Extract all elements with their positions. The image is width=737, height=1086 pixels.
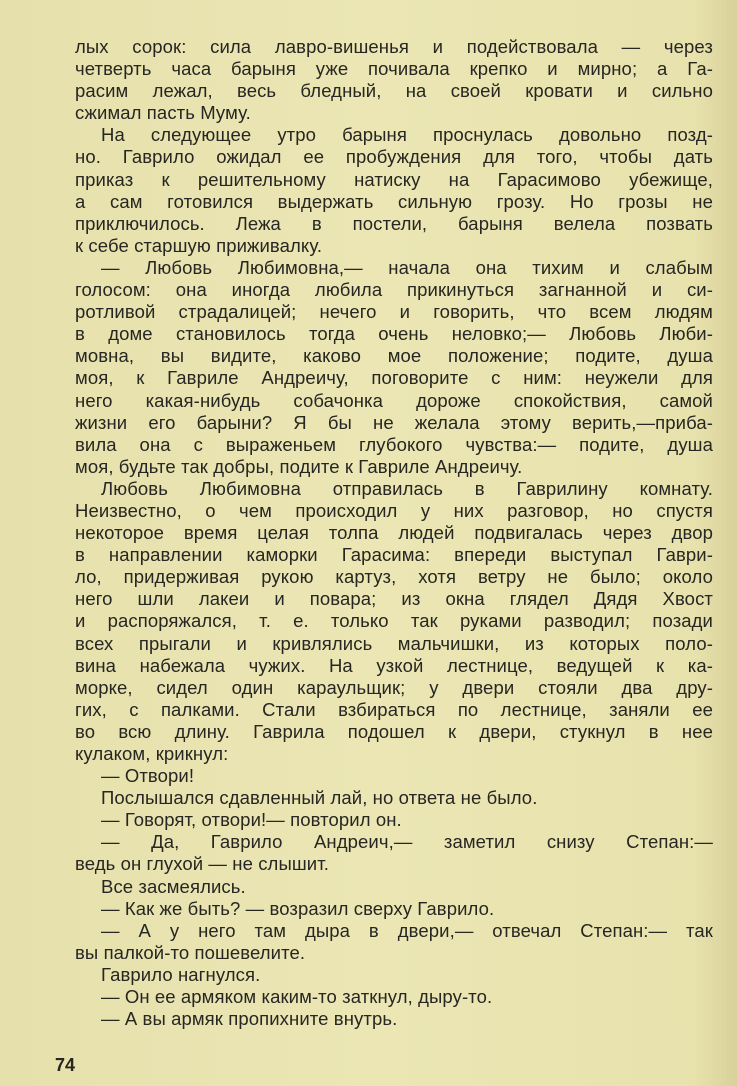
- text-line: к себе старшую приживалку.: [75, 234, 323, 256]
- text-line: во всю длину. Гаврила подошел к двери, стукнул в нее: [75, 720, 713, 742]
- text-line: четверть часа барыня уже почивала крепко и мирно; а Га-: [75, 58, 713, 80]
- text-line: морке, сидел один караульщик; у двери стояли два дру-: [75, 676, 713, 698]
- text-line: сжимал пасть Муму.: [75, 102, 251, 124]
- text-line: всех прыгали и кривлялись мальчишки, из которых поло-: [75, 632, 713, 654]
- text-line: — Да, Гаврило Андреич,— заметил снизу Степан:—: [101, 831, 713, 853]
- text-line: приключилось. Лежа в постели, барыня велела позвать: [75, 212, 713, 234]
- text-line: Любовь Любимовна отправилась в Гаврилину комнату.: [101, 477, 713, 499]
- text-line: Послышался сдавленный лай, но ответа не было.: [101, 787, 538, 809]
- text-line: — Как же быть? — возразил сверху Гаврило.: [101, 897, 495, 919]
- text-line: приказ к решительному натиску на Гарасимово убежище,: [75, 168, 713, 190]
- text-line: кулаком, крикнул:: [75, 743, 229, 764]
- text-line: ротливой страдалицей; нечего и говорить, что всем людям: [75, 301, 713, 323]
- text-line: Гаврило нагнулся.: [101, 963, 261, 985]
- text-line: мовна, вы видите, каково мое положение; подите, душа: [75, 345, 713, 367]
- text-line: вила она с выраженьем глубокого чувства:— подите, душа: [75, 433, 713, 455]
- text-line: в направлении каморки Гарасима: впереди выступал Гаври-: [75, 544, 713, 566]
- text-line: — Он ее армяком каким-то заткнул, дыру-то.: [101, 986, 493, 1008]
- text-line: него шли лакеи и повара; из окна глядел Дядя Хвост: [75, 588, 713, 610]
- text-line: гих, с палками. Стали взбираться по лестнице, заняли ее: [75, 698, 713, 720]
- text-line: На следующее утро барыня проснулась довольно позд-: [101, 124, 713, 146]
- text-line: ведь он глухой — не слышит.: [75, 853, 329, 875]
- text-line: — Любовь Любимовна,— начала она тихим и слабым: [101, 256, 713, 278]
- text-line: вина набежала чужих. На узкой лестнице, ведущей к ка-: [75, 654, 713, 676]
- text-line: — А вы армяк пропихните внутрь.: [101, 1008, 398, 1030]
- text-line: жизни его барыни? Я бы не желала этому верить,—приба-: [75, 411, 713, 433]
- text-line: вы палкой-то пошевелите.: [75, 941, 306, 963]
- page-number: 74: [55, 1055, 76, 1075]
- text-line: ло, придерживая рукою картуз, хотя ветру не было; около: [75, 566, 713, 588]
- text-line: моя, к Гавриле Андреичу, поговорите с ним: неужели для: [75, 367, 713, 389]
- text-line: голосом: она иногда любила прикинуться загнанной и си-: [75, 279, 713, 301]
- text-line: — Отвори!: [101, 765, 195, 787]
- text-line: в доме становилось тогда очень неловко;— Любовь Люби-: [75, 323, 713, 345]
- text-line: некоторое время целая толпа людей подвигалась через двор: [75, 522, 713, 544]
- text-line: расим лежал, весь бледный, на своей кровати и сильно: [75, 80, 713, 102]
- text-line: лых сорок: сила лавро-вишенья и подействовала — через: [75, 36, 713, 57]
- text-line: а сам готовился выдержать сильную грозу. Но грозы не: [75, 190, 713, 212]
- text-line: — Говорят, отвори!— повторил он.: [101, 809, 402, 831]
- text-line: него какая-нибудь собачонка дороже спокойствия, самой: [75, 389, 713, 411]
- text-line: и распоряжался, т. е. только так руками разводил; позади: [75, 610, 713, 632]
- text-line: но. Гаврило ожидал ее пробуждения для того, чтобы дать: [75, 146, 713, 168]
- text-line: моя, будьте так добры, подите к Гавриле Андреичу.: [75, 455, 523, 477]
- text-line: Неизвестно, о чем происходил у них разговор, но спустя: [75, 499, 713, 521]
- text-line: Все засмеялись.: [101, 875, 246, 897]
- book-page-text: [75, 36, 713, 1030]
- text-line: — А у него там дыра в двери,— отвечал Степан:— так: [101, 919, 713, 941]
